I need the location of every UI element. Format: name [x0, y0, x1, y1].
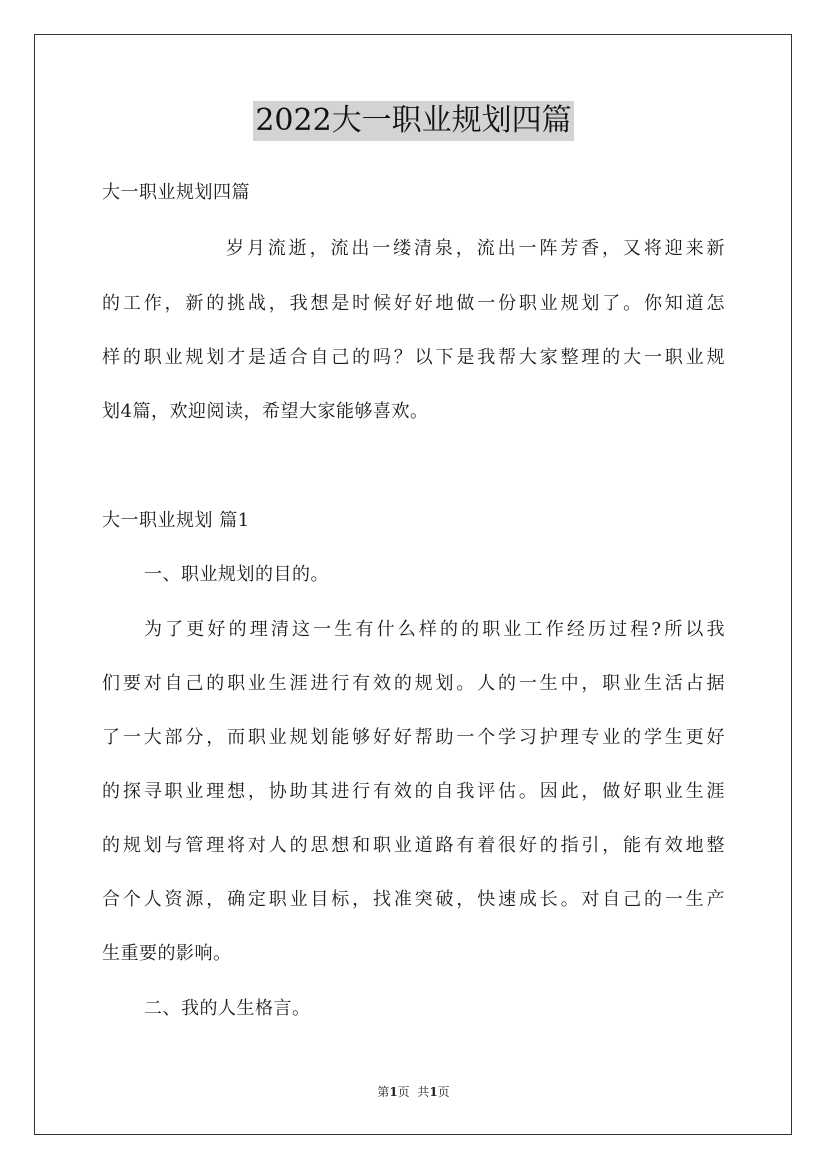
- intro-line: 划4篇，欢迎阅读，希望大家能够喜欢。: [102, 401, 429, 422]
- item-heading: 一、职业规划的目的。: [144, 564, 329, 585]
- intro-line: 样的职业规划才是适合自己的吗？以下是我帮大家整理的大一职业规: [102, 347, 725, 368]
- item-heading: 二、我的人生格言。: [144, 998, 311, 1019]
- body-line: 合个人资源，确定职业目标，找准突破，快速成长。对自己的一生产: [102, 889, 725, 910]
- body-line: 生重要的影响。: [102, 943, 232, 964]
- intro-line: 的工作，新的挑战，我想是时候好好地做一份职业规划了。你知道怎: [102, 293, 725, 314]
- page-number: 1: [389, 1085, 398, 1099]
- body-line: 为了更好的理清这一生有什么样的的职业工作经历过程?所以我: [144, 619, 725, 640]
- document-subtitle: 大一职业规划四篇: [102, 182, 250, 203]
- body-line: 的规划与管理将对人的思想和职业道路有着很好的指引，能有效地整: [102, 835, 725, 856]
- footer-suffix: 页: [437, 1085, 450, 1099]
- intro-line: 岁月流逝，流出一缕清泉，流出一阵芳香，又将迎来新: [226, 238, 725, 259]
- footer-mid: 页 共: [397, 1085, 430, 1099]
- body-line: 们要对自己的职业生涯进行有效的规划。人的一生中，职业生活占据: [102, 673, 725, 694]
- section-heading: 大一职业规划 篇1: [102, 510, 250, 531]
- footer-prefix: 第: [377, 1085, 390, 1099]
- document-title: 2022大一职业规划四篇: [253, 101, 573, 141]
- body-line: 了一大部分，而职业规划能够好好帮助一个学习护理专业的学生更好: [102, 727, 725, 748]
- total-pages: 1: [429, 1085, 438, 1099]
- page-footer: [0, 1084, 827, 1100]
- body-line: 的探寻职业理想，协助其进行有效的自我评估。因此，做好职业生涯: [102, 781, 725, 802]
